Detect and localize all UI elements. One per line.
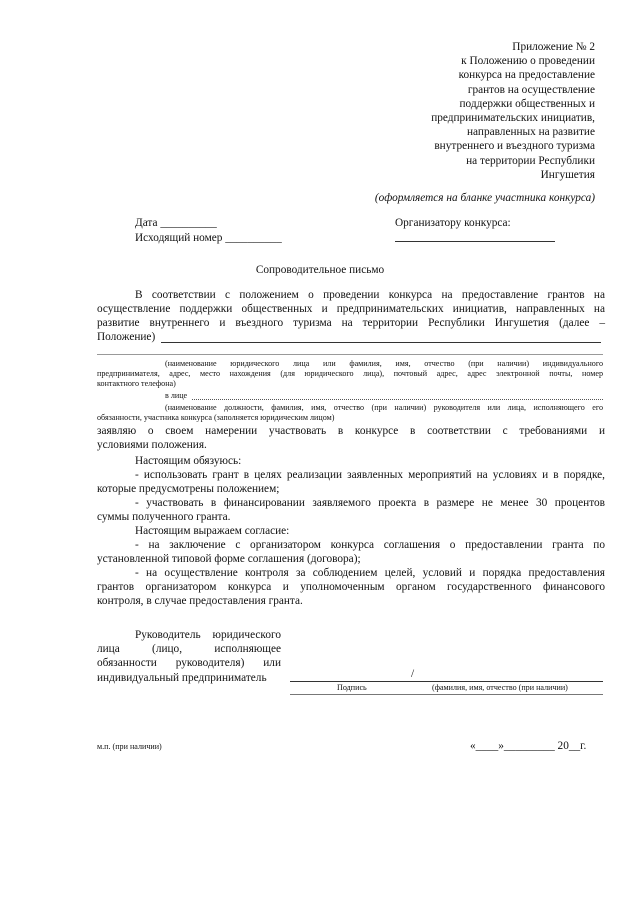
- signatory-line: индивидуальный предприниматель: [97, 671, 267, 684]
- intro-line: В соответствии с положением о проведении конкурса на предоставление грантов на: [135, 289, 605, 301]
- consent-item: - на заключение с организатором конкурса соглашения о предоставлении гранта по: [135, 539, 605, 551]
- signatory-title: [97, 628, 281, 685]
- appendix-block: [380, 40, 595, 182]
- consent-heading: Настоящим выражаем согласие:: [135, 525, 290, 537]
- appendix-line: Приложение № 2: [512, 41, 595, 53]
- organizer-line: [395, 241, 555, 242]
- appendix-line: на территории Республики: [466, 154, 595, 167]
- appendix-line: поддержки общественных и: [459, 97, 595, 110]
- consent-item: установленной типовой форме соглашения (договора);: [97, 553, 361, 565]
- caption-underline: [290, 694, 603, 695]
- applicant-caption: контактного телефона): [97, 379, 176, 388]
- declaration-line: заявляю о своем намерении участвовать в конкурсе в соответствии с требованиями и: [97, 425, 605, 437]
- intro-line: Положение): [97, 331, 156, 343]
- applicant-name-line: [161, 342, 601, 343]
- signatory-line: обязанности руководителя) или: [97, 657, 281, 670]
- signatory-line: лица (лицо, исполняющее: [97, 643, 281, 656]
- obligation-heading: Настоящим обязуюсь:: [135, 455, 242, 467]
- in-person-line: [192, 399, 603, 400]
- signature-slash: /: [411, 668, 415, 680]
- appendix-line: направленных на развитие: [467, 126, 595, 139]
- obligation-item: - участвовать в финансировании заявляемого проекта в размере не менее 30 процентов: [135, 497, 605, 509]
- declaration-line: условиями положения.: [97, 439, 207, 451]
- applicant-caption: (наименование юридического лица или фамилия, имя, отчество (при наличии) индивидуального: [165, 359, 603, 368]
- outgoing-number-field: Исходящий номер __________: [135, 232, 282, 244]
- name-caption: (фамилия, имя, отчество (при наличии): [432, 683, 568, 692]
- signature-caption: Подпись: [337, 683, 367, 692]
- obligation-item: суммы полученного гранта.: [97, 511, 231, 523]
- appendix-line: Ингушетия: [540, 168, 595, 181]
- consent-item: контроля, в случае предоставления гранта.: [97, 595, 303, 607]
- appendix-line: предпринимательских инициатив,: [431, 112, 595, 125]
- date-field: Дата __________: [135, 217, 217, 229]
- organizer-label: Организатору конкурса:: [395, 217, 511, 229]
- obligation-item: которые предусмотрены положением;: [97, 483, 280, 495]
- intro-line: осуществление поддержки общественных и предпринимательских инициатив, направленных на: [97, 303, 605, 315]
- signature-line: [290, 681, 603, 682]
- consent-item: грантов организатором конкурса и уполномоченным органом государственного финансового: [97, 581, 605, 593]
- in-person-label: в лице: [165, 391, 188, 400]
- representative-caption: (наименование должности, фамилия, имя, отчество (при наличии) руководителя или лица, исполняющего его: [165, 403, 603, 412]
- appendix-line: грантов на осуществление: [467, 83, 595, 96]
- footer-date: «____»_________ 20__г.: [470, 740, 587, 752]
- applicant-caption: предпринимателя, адрес, место нахождения (для юридического лица), почтовый адрес, адрес электронной почты, номер: [97, 369, 603, 378]
- intro-line: развитие внутреннего и въездного туризма на территории Республики Ингушетия (далее –: [97, 317, 605, 329]
- document-title: Сопроводительное письмо: [255, 264, 385, 276]
- stamp-label: м.п. (при наличии): [97, 742, 162, 751]
- applicant-name-line-2: [97, 354, 603, 355]
- consent-item: - на осуществление контроля за соблюдением целей, условий и порядка предоставления: [135, 567, 605, 579]
- representative-caption: обязанности, участника конкурса (заполняется юридическим лицом): [97, 413, 335, 422]
- signatory-line: Руководитель юридического: [135, 629, 281, 641]
- letterhead-note: (оформляется на бланке участника конкурса): [374, 192, 595, 204]
- obligation-item: - использовать грант в целях реализации заявленных мероприятий на условиях и в порядке,: [135, 469, 605, 481]
- appendix-line: конкурса на предоставление: [458, 69, 595, 82]
- appendix-line: к Положению о проведении: [461, 55, 595, 68]
- appendix-line: внутреннего и въездного туризма: [434, 140, 595, 153]
